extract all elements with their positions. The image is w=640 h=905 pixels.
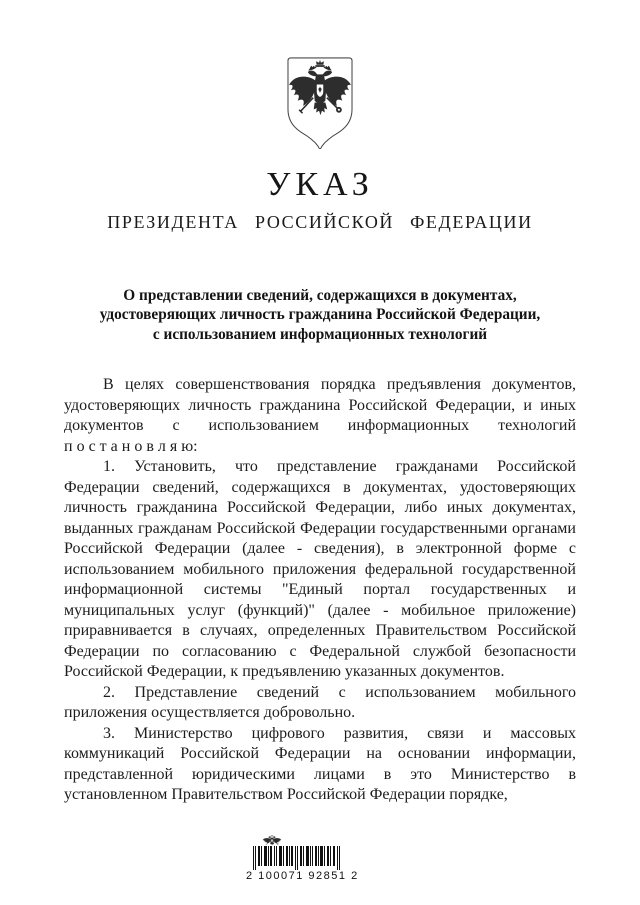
- barcode-digits: 2 100071 92851 2: [246, 870, 359, 882]
- paragraph-preamble: В целях совершенствования порядка предъявления документов, удостоверяющих личность гражданина Российской Федерации, и иных документов с использованием информационных технологий: [64, 376, 576, 434]
- document-type-title: УКАЗ: [266, 166, 374, 203]
- paragraph-resolution-word: п о с т а н о в л я ю:: [64, 437, 198, 455]
- paragraph-item-2: 2. Представление сведений с использованием мобильного приложения осуществляется добровольно.: [64, 683, 576, 721]
- paragraph-item-1: 1. Установить, что представление гражданами Российской Федерации сведений, содержащихся в документах, удостоверяющих личность гражданина Российской Федерации, либо иных документах, выданных гражданам Российской Федерации государственными органами Российской Федерации (далее - сведения), в электронной форме с использованием мобильного приложения федеральной государственной информационной системы "Единый портал государственных и муниципальных услуг (функций)" (далее - мобильное приложение) приравнивается в случаях, определенных Правительством Российской Федерации по согласованию с Федеральной службой безопасности Российской Федерации, к предъявлению указанных документов.: [64, 458, 576, 680]
- publication-barcode: [246, 835, 359, 883]
- paragraph-item-3: 3. Министерство цифрового развития, связи и массовых коммуникаций Российской Федерации на основании информации, представленной юридическими лицами в это Министерство в установленном Правительством Российской Федерации порядке,: [64, 724, 576, 803]
- eagle-mark-icon: [262, 835, 282, 845]
- coat-of-arms-icon: [280, 55, 361, 152]
- document-body: [64, 375, 576, 806]
- russian-coat-of-arms: [280, 55, 361, 152]
- subject-line-3: с использованием информационных технологий: [152, 325, 488, 343]
- subject-line-2: удостоверяющих личность гражданина Российской Федерации,: [99, 306, 541, 324]
- barcode-bars: [253, 846, 341, 870]
- document-subject: [40, 286, 600, 344]
- document-issuer: ПРЕЗИДЕНТА РОССИЙСКОЙ ФЕДЕРАЦИИ: [107, 212, 533, 232]
- subject-line-1: О представлении сведений, содержащихся в документах,: [123, 287, 517, 304]
